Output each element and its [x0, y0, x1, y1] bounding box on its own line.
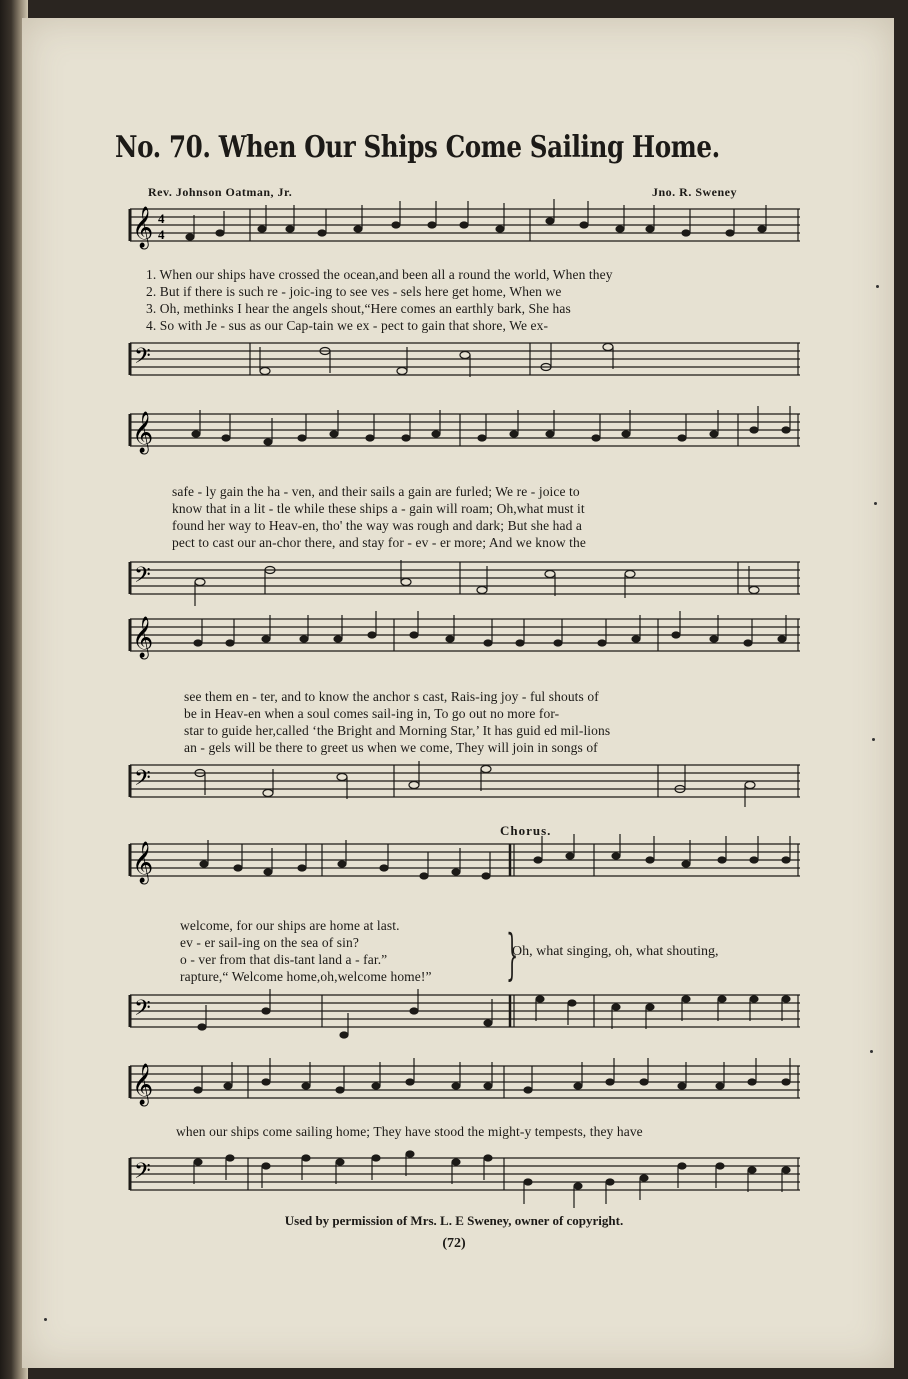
treble-clef-icon: 𝄞	[132, 617, 154, 658]
verse-line: safe - ly gain the ha - ven, and their sails a gain are furled; We re - joice to	[172, 484, 580, 499]
lyricist-credit: Rev. Johnson Oatman, Jr.	[148, 185, 293, 199]
verse-line: welcome, for our ships are home at last.	[180, 918, 400, 933]
verse-line: an - gels will be there to greet us when we come, They will join in songs of	[184, 740, 598, 755]
bass-clef-icon: 𝄢	[134, 344, 151, 374]
treble-clef-icon: 𝄞	[132, 842, 154, 883]
verse-line: o - ver from that dis-tant land a - far.”	[180, 952, 388, 967]
song-title-row	[115, 130, 720, 165]
verse-line: 4. So with Je - sus as our Cap-tain we ex - pect to gain that shore, We ex-	[146, 318, 549, 333]
bass-staff	[110, 755, 800, 815]
paper-speck	[44, 1318, 47, 1321]
chorus-line: when our ships come sailing home; They have stood the might-y tempests, they have	[176, 1124, 643, 1139]
treble-staff	[110, 1052, 800, 1132]
treble-staff	[110, 830, 800, 910]
bass-staff	[110, 1142, 800, 1212]
bass-clef-icon: 𝄢	[134, 1159, 151, 1189]
bass-clef-icon: 𝄢	[134, 563, 151, 593]
paper-speck	[870, 1050, 873, 1053]
page-number: (72)	[442, 1236, 466, 1251]
paper-speck	[872, 738, 875, 741]
verse-line: see them en - ter, and to know the anchor s cast, Rais-ing joy - ful shouts of	[184, 689, 599, 704]
verse-line: know that in a lit - tle while these ships a - gain will roam; Oh,what must it	[172, 501, 585, 516]
chorus-label: Chorus.	[500, 823, 552, 838]
verse-line: star to guide her,called ‘the Bright and Morning Star,’ It has guid ed mil-lions	[184, 723, 611, 738]
verse-line: 3. Oh, methinks I hear the angels shout,“Here comes an earthly bark, She has	[146, 301, 571, 316]
bass-clef-icon: 𝄢	[134, 766, 151, 796]
bass-staff	[110, 552, 800, 612]
paper-speck	[874, 502, 877, 505]
treble-clef-icon: 𝄞	[132, 207, 154, 248]
verse-line: pect to cast our an-chor there, and stay for - ev - er more; And we know the	[172, 535, 586, 550]
composer-credit: Jno. R. Sweney	[652, 185, 738, 199]
chorus-response-line: Oh, what singing, oh, what shouting,	[512, 944, 719, 959]
paper-speck	[876, 285, 879, 288]
bass-staff	[110, 333, 800, 393]
copyright-permission-note: Used by permission of Mrs. L. E Sweney, owner of copyright.	[284, 1213, 624, 1228]
treble-clef-icon: 𝄞	[132, 412, 154, 453]
verse-line: ev - er sail-ing on the sea of sin?	[180, 935, 359, 950]
verse-line: rapture,“ Welcome home,oh,welcome home!”	[180, 969, 432, 984]
bass-clef-icon: 𝄢	[134, 996, 151, 1026]
verse-brace: }	[506, 923, 519, 986]
treble-staff	[110, 195, 800, 275]
verse-line: 1. When our ships have crossed the ocean,and been all a round the world, When they	[146, 267, 613, 282]
treble-staff	[110, 400, 800, 480]
verse-line: found her way to Heav-en, tho' the way was rough and dark; But she had a	[172, 518, 583, 533]
bass-staff	[110, 985, 800, 1045]
treble-staff	[110, 605, 800, 685]
verse-line: 2. But if there is such re - joic-ing to see ves - sels here get home, When we	[146, 284, 562, 299]
verse-line: be in Heav-en when a soul comes sail-ing in, To go out no more for-	[184, 706, 560, 721]
svg-text:4: 4	[158, 211, 165, 226]
svg-text:4: 4	[158, 227, 165, 242]
song-title: When Our Ships Come Sailing Home.	[218, 130, 720, 165]
treble-clef-icon: 𝄞	[132, 1064, 154, 1105]
song-number: No. 70.	[115, 130, 211, 165]
